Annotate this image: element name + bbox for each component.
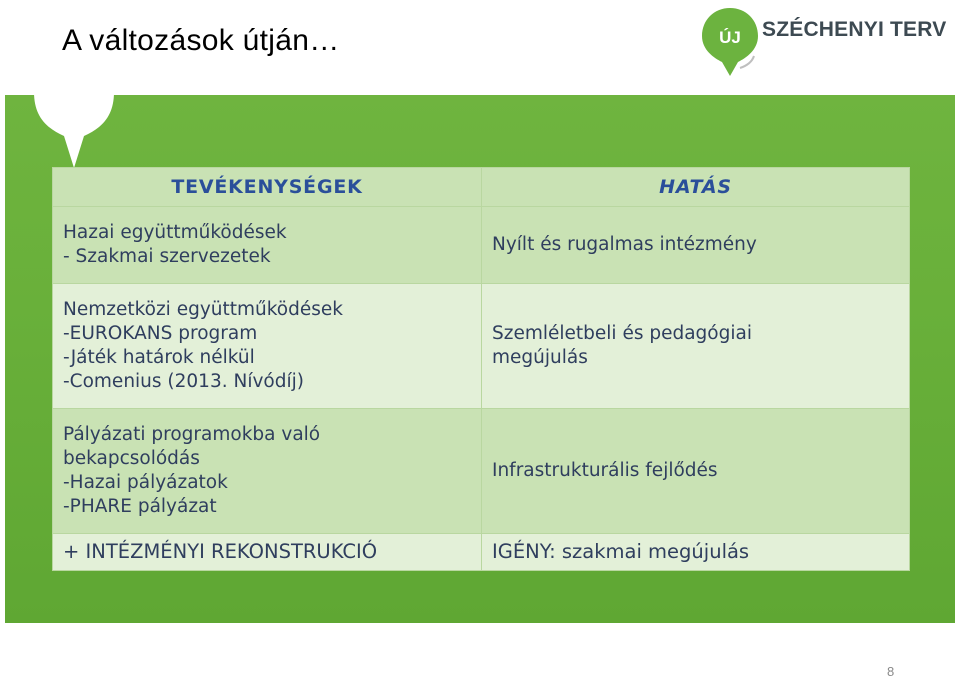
logo-text: SZÉCHENYI TERV [762, 18, 947, 41]
cell-line: Pályázati programokba való [63, 424, 321, 445]
cell-line: Nyílt és rugalmas intézmény [492, 234, 757, 255]
footer-left-cell: + INTÉZMÉNYI REKONSTRUKCIÓ [53, 534, 482, 571]
table-footer-row [53, 534, 910, 571]
header-impact: HATÁS [482, 168, 910, 207]
table-row [53, 284, 910, 409]
activities-impact-table [52, 167, 910, 571]
slide-title: A változások útján… [62, 24, 340, 57]
cell-line: Hazai együttműködések [63, 222, 287, 243]
header-activities: TEVÉKENYSÉGEK [53, 168, 482, 207]
cell-line: -EUROKANS program [63, 323, 258, 344]
cell-line: -Hazai pályázatok [63, 472, 228, 493]
szechenyi-terv-logo [700, 6, 950, 78]
activity-cell [53, 207, 482, 284]
cell-line: Nemzetközi együttműködések [63, 299, 343, 320]
cell-line: -PHARE pályázat [63, 496, 217, 517]
cell-line: -Játék határok nélkül [63, 347, 255, 368]
cell-line: megújulás [492, 347, 588, 368]
impact-cell [482, 284, 910, 409]
footer-right-cell: IGÉNY: szakmai megújulás [482, 534, 910, 571]
cell-line: Infrastrukturális fejlődés [492, 460, 718, 481]
activity-cell [53, 284, 482, 409]
table-row [53, 207, 910, 284]
table-row [53, 409, 910, 534]
activity-cell [53, 409, 482, 534]
cell-line: -Comenius (2013. Nívódíj) [63, 371, 304, 392]
cell-line: Szemléletbeli és pedagógiai [492, 323, 752, 344]
logo-pin-icon [700, 6, 760, 78]
logo-mark-text: ÚJ [719, 28, 741, 47]
table-header-row [53, 168, 910, 207]
cell-line: bekapcsolódás [63, 448, 200, 469]
impact-cell [482, 409, 910, 534]
page-number: 8 [887, 664, 895, 679]
impact-cell [482, 207, 910, 284]
white-pin-shape [34, 92, 114, 170]
cell-line: - Szakmai szervezetek [63, 246, 271, 267]
